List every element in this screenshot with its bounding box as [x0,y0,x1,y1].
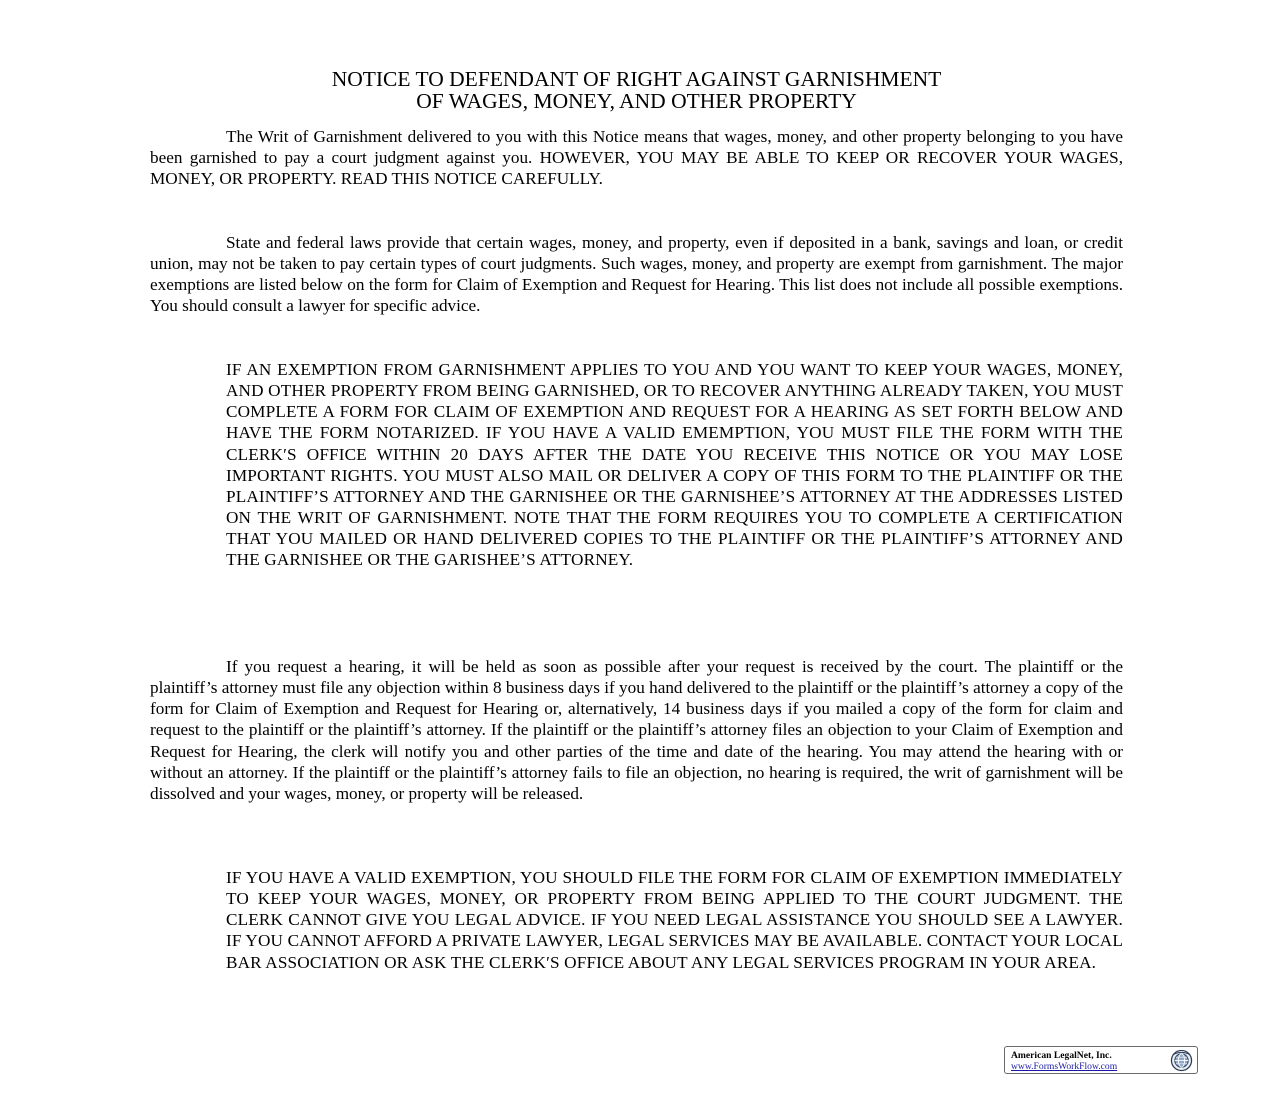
title-line-2: OF WAGES, MONEY, AND OTHER PROPERTY [416,89,857,113]
title-line-1: NOTICE TO DEFENDANT OF RIGHT AGAINST GARNISHMENT [331,67,942,91]
globe-icon [1170,1049,1193,1072]
footer-company-name: American LegalNet, Inc. [1011,1050,1112,1061]
paragraph-writ-notice: The Writ of Garnishment delivered to you with this Notice means that wages, money, and other property belonging to you have been garnished to pay a court judgment against you. HOWEVER, YOU MAY BE ABLE TO KEEP OR RECOVER YOUR WAGES, MONEY, OR PROPERTY. READ THIS NOTICE CAREFULLY. [150,127,1123,189]
paragraph-hearing-info: If you request a hearing, it will be held as soon as possible after your request is received by the court. The plaintiff or the plaintiff’s attorney must file any objection within 8 business days if you hand delivered to the plaintiff or the plaintiff’s attorney a copy of the form for Claim of Exemption and Request for Hearing or, alternatively, 14 business days if you mailed a copy of the form for claim and request to the plaintiff or the plaintiff’s attorney. If the plaintiff or the plaintiff’s attorney files an objection to your Claim of Exemption and Request for Hearing, the clerk will notify you and other parties of the time and date of the hearing. You may attend the hearing with or without an attorney. If the plaintiff or the plaintiff’s attorney fails to file an objection, no hearing is required, the writ of garnishment will be dissolved and your wages, money, or property will be released. [150,657,1123,803]
paragraph-legal-advice: IF YOU HAVE A VALID EXEMPTION, YOU SHOULD FILE THE FORM FOR CLAIM OF EXEMPTION IMMEDIATELY TO KEEP YOUR WAGES, MONEY, OR PROPERTY FROM BEING APPLIED TO THE COURT JUDGMENT. THE CLERK CANNOT GIVE YOU LEGAL ADVICE. IF YOU NEED LEGAL ASSISTANCE YOU SHOULD SEE A LAWYER. IF YOU CANNOT AFFORD A PRIVATE LAWYER, LEGAL SERVICES MAY BE AVAILABLE. CONTACT YOUR LOCAL BAR ASSOCIATION OR ASK THE CLERK′S OFFICE ABOUT ANY LEGAL SERVICES PROGRAM IN YOUR AREA. [226,868,1123,972]
footer-logo[interactable] [1004,1046,1198,1074]
paragraph-claim-instructions: IF AN EXEMPTION FROM GARNISHMENT APPLIES TO YOU AND YOU WANT TO KEEP YOUR WAGES, MONEY, AND OTHER PROPERTY FROM BEING GARNISHED, OR TO RECOVER ANYTHING ALREADY TAKEN, YOU MUST COMPLETE A FORM FOR CLAIM OF EXEMPTION AND REQUEST FOR A HEARING AS SET FORTH BELOW AND HAVE THE FORM NOTARIZED. IF YOU HAVE A VALID EMEMPTION, YOU MUST FILE THE FORM WITH THE CLERK′S OFFICE WITHIN 20 DAYS AFTER THE DATE YOU RECEIVE THIS NOTICE OR YOU MAY LOSE IMPORTANT RIGHTS. YOU MUST ALSO MAIL OR DELIVER A COPY OF THIS FORM TO THE PLAINTIFF OR THE PLAINTIFF’S ATTORNEY AND THE GARNISHEE OR THE GARNISHEE’S ATTORNEY AT THE ADDRESSES LISTED ON THE WRIT OF GARNISHMENT. NOTE THAT THE FORM REQUIRES YOU TO COMPLETE A CERTIFICATION THAT YOU MAILED OR HAND DELIVERED COPIES TO THE PLAINTIFF OR THE PLAINTIFF’S ATTORNEY AND THE GARNISHEE OR THE GARISHEE’S ATTORNEY. [226,360,1123,570]
footer-url-link[interactable]: www.FormsWorkFlow.com [1011,1061,1118,1072]
page-title [150,68,1123,112]
paragraph-exemption-laws: State and federal laws provide that certain wages, money, and property, even if deposited in a bank, savings and loan, or credit union, may not be taken to pay certain types of court judgments. Such wages, money, and property are exempt from garnishment. The major exemptions are listed below on the form for Claim of Exemption and Request for Hearing. This list does not include all possible exemptions. You should consult a lawyer for specific advice. [150,233,1123,316]
